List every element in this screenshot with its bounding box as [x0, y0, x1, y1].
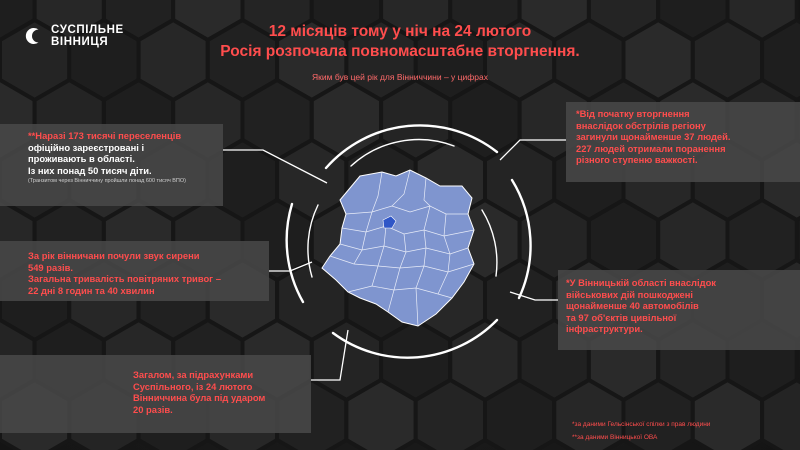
casualties-text: *Від початку вторгнення внаслідок обстрілів регіону загинули щонайменше 37 людей. 227 людей отримали поранення різного ступеню важкості.: [576, 108, 731, 165]
fact-casualties: [566, 102, 800, 182]
displaced-transit-note: (Транзитом через Вінниччину пройшли понад 600 тисяч ВПО): [28, 178, 186, 184]
data-sources: [572, 418, 772, 444]
fact-displaced-persons: [0, 124, 223, 206]
displaced-headline: **Наразі 173 тисячі переселенців: [28, 130, 182, 141]
source-helsinki-union: *за даними Гельсінської спілки з прав людини: [572, 421, 711, 428]
page-title: [170, 22, 630, 62]
fact-air-raid-sirens: [0, 241, 269, 301]
sirens-text: За рік вінничани почули звук сирени 549 разів. Загальна тривалість повітряних тривог – 22 дні 8 годин та 40 хвилин: [28, 250, 221, 296]
page-subtitle: Яким був цей рік для Вінниччини – у цифрах: [312, 72, 488, 82]
displaced-details: офіційно зареєстровані і проживають в області. Із них понад 50 тисяч діти.: [28, 141, 152, 176]
title-line-2: Росія розпочала повномасштабне вторгнення.: [220, 43, 580, 60]
title-line-1: 12 місяців тому у ніч на 24 лютого: [268, 23, 532, 40]
fact-strikes: [0, 355, 311, 433]
suspilne-logo: [24, 24, 124, 48]
fact-infrastructure-damage: [558, 270, 800, 350]
suspilne-logo-icon: [24, 26, 44, 46]
logo-line-2: ВІННИЦЯ: [51, 36, 109, 48]
damage-text: *У Вінницькій області внаслідок військових дій пошкоджені щонайменше 40 автомобілів та 97 об'єктів цивільної інфраструктури.: [566, 277, 716, 334]
strikes-text: Загалом, за підрахунками Суспільного, із 24 лютого Вінниччина була під ударом 20 разів.: [133, 369, 266, 415]
logo-line-1: СУСПІЛЬНЕ: [51, 24, 124, 36]
source-regional-administration: **за даними Вінницької ОВА: [572, 434, 658, 441]
